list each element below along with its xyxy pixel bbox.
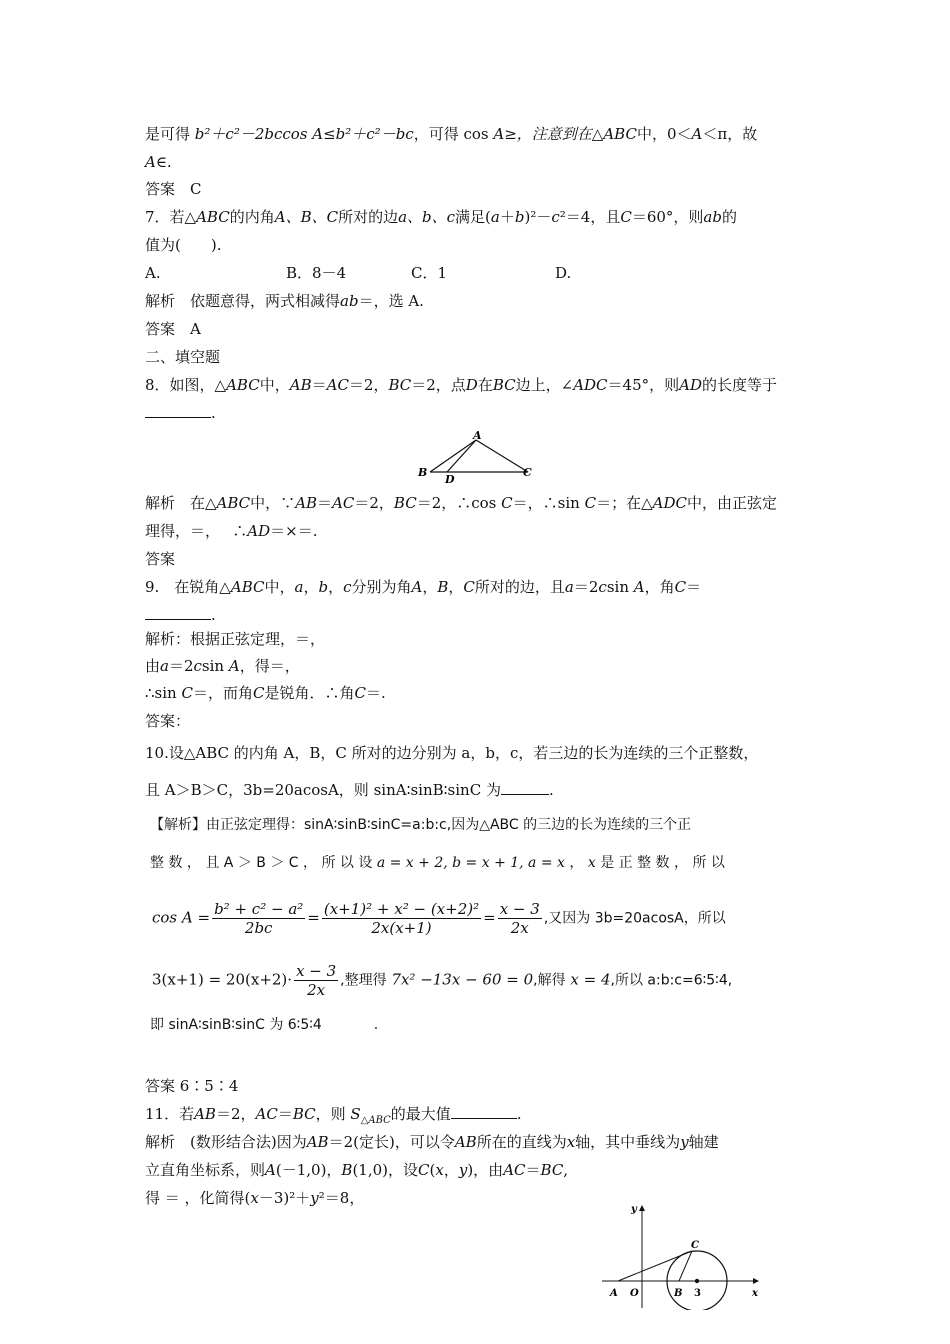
- text: ，: [569, 855, 584, 871]
- text: C: [354, 684, 366, 702]
- option-b: B．8－4: [286, 264, 347, 282]
- segment-ad: [447, 440, 476, 472]
- label-3: 3: [694, 1288, 701, 1299]
- text: ＝2，: [354, 494, 394, 512]
- answer-blank: [145, 403, 211, 418]
- formula: b²＋c²－2bccos A≤b²＋c²－bc: [194, 125, 414, 143]
- numerator: (x+1)² + x² − (x+2)²: [323, 900, 480, 918]
- text: 解析 依题意得，两式相减得: [145, 292, 341, 310]
- text: c: [551, 208, 560, 226]
- text: C: [584, 494, 597, 512]
- text: AB: [194, 1105, 216, 1123]
- label-o: O: [630, 1288, 639, 1299]
- text: BC: [388, 376, 412, 394]
- text: ＝2，: [215, 1105, 256, 1123]
- label-c: C: [523, 466, 532, 479]
- text: ＝: [277, 1105, 293, 1123]
- denominator: 2x: [498, 918, 542, 937]
- label-b: B: [418, 466, 428, 479]
- text: AB: [306, 1133, 329, 1151]
- text: C: [463, 578, 475, 596]
- answer: 答案：: [145, 712, 191, 730]
- text: c: [193, 657, 202, 675]
- text: ABC: [226, 376, 260, 394]
- text: ＝: [317, 494, 333, 512]
- text: ＝，选 A.: [358, 292, 424, 310]
- text: ＝45°，则: [607, 376, 680, 394]
- text: ，: [422, 578, 438, 596]
- text: AC: [332, 494, 355, 512]
- solution-10: 【解析】由正弦定理得：sinA∶sinB∶sinC=a:b:c,因为△ABC 的三边的长为连续的三个正: [150, 817, 692, 833]
- subscript: △ABC: [360, 1115, 391, 1126]
- text-line: [145, 683, 386, 703]
- text: 解析 在△: [145, 494, 217, 512]
- text: BC: [540, 1161, 564, 1179]
- text-line: [145, 521, 317, 541]
- text: A≥，注意到在△: [493, 125, 604, 143]
- text: x: [435, 1161, 444, 1179]
- text: )²－: [524, 208, 552, 226]
- text: 且 A＞B＞C，3b=20acosA，则 sinA∶sinB∶sinC 为: [145, 781, 501, 799]
- text: ABC: [196, 208, 230, 226]
- text: ，得＝，: [239, 657, 300, 675]
- question-10: 10.设△ABC 的内角 A，B，C 所对的边分别为 a，b，c，若三边的长为连续的三个正整数，: [145, 744, 759, 762]
- fraction: [322, 900, 481, 937]
- text: ＝2: [573, 578, 599, 596]
- text: ＝2(定长)，可以令: [328, 1133, 455, 1151]
- text: y: [680, 1133, 689, 1151]
- text: sin: [201, 657, 225, 675]
- question-11: [145, 1104, 522, 1124]
- label-a: A: [473, 429, 482, 442]
- text: ＝.: [365, 684, 386, 702]
- text-line: A∈.: [145, 153, 172, 171]
- denominator: 2bc: [212, 918, 305, 937]
- text: .: [373, 1017, 379, 1033]
- text: AC: [503, 1161, 526, 1179]
- text: (1,0)，设: [352, 1161, 419, 1179]
- text: ∴sin: [145, 684, 177, 702]
- text: cos A =: [152, 908, 211, 927]
- answer: 答案 C: [145, 180, 202, 198]
- text: 边上，∠: [515, 376, 574, 394]
- numerator: b² + c² − a²: [214, 900, 304, 918]
- formula-line: [152, 900, 726, 937]
- text: 中，∵: [250, 494, 296, 512]
- text: 8．如图，△: [145, 376, 227, 394]
- text: ＝: [311, 376, 327, 394]
- text: ,所以 a:b:c=6∶5∶4,: [610, 972, 733, 989]
- text: c: [598, 578, 607, 596]
- formula: a = x + 2, b = x + 1, a = x: [376, 855, 565, 871]
- text: x: [566, 1133, 576, 1151]
- text: ＝60°，则: [631, 208, 704, 226]
- text: AC: [255, 1105, 278, 1123]
- text: 满足(: [455, 208, 491, 226]
- text: 是可得: [145, 125, 191, 143]
- text-line: [150, 853, 725, 873]
- text: AB: [454, 1133, 477, 1151]
- text: ＝: [686, 578, 702, 596]
- label-a: A: [610, 1288, 618, 1299]
- text: S: [350, 1105, 361, 1123]
- text: BC: [292, 1105, 316, 1123]
- answer-blank: [145, 605, 211, 620]
- text: .: [211, 606, 216, 624]
- text: a: [564, 578, 574, 596]
- text: ab: [703, 208, 722, 226]
- text: a: [294, 578, 304, 596]
- text: ²＝4，且: [559, 208, 621, 226]
- text: 11．若: [145, 1105, 195, 1123]
- text: ADC: [573, 376, 608, 394]
- formula-line: [152, 962, 732, 999]
- text: ，: [328, 578, 344, 596]
- options-7: [145, 263, 745, 283]
- question-9: [145, 577, 701, 597]
- text: A: [633, 578, 645, 596]
- text: ，: [303, 578, 319, 596]
- text: 的: [721, 208, 737, 226]
- text: AC: [326, 376, 349, 394]
- text: sin: [606, 578, 629, 596]
- text: 所对的边: [338, 208, 399, 226]
- solution-7: [145, 291, 424, 311]
- solution-8: [145, 493, 777, 513]
- text: 由: [145, 657, 161, 675]
- text: y: [458, 1161, 468, 1179]
- text: x: [250, 1189, 259, 1207]
- text: ，: [448, 578, 464, 596]
- text: )，由: [467, 1161, 504, 1179]
- text: 理得，＝， ∴: [145, 522, 248, 540]
- text: A、B、C: [274, 208, 339, 226]
- text: C: [620, 208, 632, 226]
- text: 轴建: [688, 1133, 719, 1151]
- text: B: [437, 578, 449, 596]
- text: C: [501, 494, 513, 512]
- text: ＝2，点: [411, 376, 466, 394]
- side-ab: [430, 440, 476, 472]
- answer-blank: [451, 1104, 517, 1119]
- text: ²＝8，: [318, 1189, 365, 1207]
- text: 中，0＜: [636, 125, 692, 143]
- formula: x = 4: [570, 970, 611, 989]
- text: 在: [477, 376, 493, 394]
- label-y: y: [631, 1204, 637, 1215]
- text: A: [411, 578, 423, 596]
- text: 所对的边，且: [474, 578, 565, 596]
- text: 中，由正弦定: [686, 494, 777, 512]
- text: ,整理得: [340, 972, 387, 989]
- text: ＝2，: [348, 376, 389, 394]
- center-point: [695, 1279, 699, 1283]
- text: 分别为角: [351, 578, 412, 596]
- text: C: [418, 1161, 430, 1179]
- fraction: [212, 900, 305, 937]
- text: AB: [289, 376, 312, 394]
- text: 轴，其中垂线为: [575, 1133, 681, 1151]
- text: (－1,0)，: [275, 1161, 342, 1179]
- text-line: [145, 124, 757, 144]
- text-line: [145, 780, 554, 800]
- answer: 答案 A: [145, 320, 201, 338]
- text: 即 sinA∶sinB∶sinC 为 6∶5∶4: [150, 1017, 322, 1033]
- text: c: [343, 578, 352, 596]
- text: 解析 (数形结合法)因为: [145, 1133, 307, 1151]
- text: ＝；在△: [596, 494, 653, 512]
- text: BC: [393, 494, 417, 512]
- text: a、b、c: [398, 208, 456, 226]
- text: 的最大值: [390, 1105, 451, 1123]
- text: ADC: [652, 494, 687, 512]
- text: x: [587, 855, 596, 871]
- text-line: [145, 1188, 364, 1208]
- side-ac: [476, 440, 528, 472]
- text: A: [228, 657, 240, 675]
- answer: 答案 6∶5∶4: [145, 1077, 239, 1095]
- text: y: [310, 1189, 319, 1207]
- question-8: [145, 375, 777, 395]
- text: b: [318, 578, 329, 596]
- text: ＝2，∴cos: [416, 494, 497, 512]
- text: AD: [679, 376, 702, 394]
- option-c: C．1: [411, 264, 448, 282]
- text: A: [265, 1161, 276, 1179]
- text: .: [548, 781, 554, 799]
- text-line: [145, 605, 216, 625]
- text: ,解得: [533, 972, 566, 989]
- text: =: [483, 908, 496, 927]
- denominator: 2x(x+1): [322, 918, 481, 937]
- text-line: 值为( ).: [145, 236, 222, 254]
- text: a: [490, 208, 500, 226]
- text: C: [252, 684, 265, 702]
- text: 3(x+1) = 20(x+2)·: [152, 970, 293, 989]
- option-d: D.: [555, 264, 572, 282]
- solution-9: 解析：根据正弦定理，＝，: [145, 630, 326, 648]
- text-line: [145, 1160, 568, 1180]
- text: ,又因为 3b=20acosA，所以: [543, 910, 726, 927]
- circle-figure: [598, 1200, 768, 1310]
- text: 是锐角．∴角: [264, 684, 355, 702]
- label-x: x: [752, 1288, 758, 1299]
- denominator: 2x: [294, 980, 338, 999]
- text: ABC: [603, 125, 637, 143]
- text: C: [674, 578, 687, 596]
- text: 所在的直线为: [476, 1133, 567, 1151]
- numerator: x − 3: [296, 962, 337, 980]
- text: 立直角坐标系，则: [145, 1161, 266, 1179]
- text: ，角: [644, 578, 675, 596]
- answer-blank: [501, 780, 549, 795]
- formula: 7x² −13x − 60 = 0: [391, 970, 534, 989]
- text: D: [465, 376, 478, 394]
- label-c: C: [691, 1240, 699, 1251]
- text: ,: [563, 1161, 569, 1179]
- text: 中，: [264, 578, 295, 596]
- text: 7．若△: [145, 208, 197, 226]
- text: ＜π，故: [702, 125, 758, 143]
- text: ABC: [216, 494, 251, 512]
- text: =: [307, 908, 320, 927]
- answer: 答案: [145, 550, 176, 568]
- fraction: [294, 962, 338, 999]
- label-b: B: [674, 1288, 683, 1299]
- label-d: D: [445, 473, 455, 486]
- text: 是 正 整 数 ， 所 以: [600, 855, 725, 871]
- text: AD: [247, 522, 271, 540]
- text: 得 ＝ ，化简得(: [145, 1189, 251, 1207]
- text: 整 数 ， 且 A ＞ B ＞ C ， 所 以 设: [150, 855, 373, 871]
- text: ＝，∴sin: [512, 494, 580, 512]
- text: ＝: [525, 1161, 541, 1179]
- text: .: [211, 404, 216, 422]
- text: ＝，而角: [192, 684, 253, 702]
- text: b: [514, 208, 525, 226]
- text: B: [341, 1161, 353, 1179]
- text: .: [516, 1105, 522, 1123]
- triangle-figure: [410, 428, 540, 486]
- text: a: [160, 657, 169, 675]
- text: 中，: [259, 376, 290, 394]
- fraction: [498, 900, 542, 937]
- solution-11: [145, 1132, 719, 1152]
- text-line: [145, 656, 300, 676]
- text: ＝×＝.: [270, 522, 318, 540]
- text: (: [429, 1161, 436, 1179]
- text: BC: [492, 376, 516, 394]
- text: 的长度等于: [702, 376, 778, 394]
- text: C: [181, 684, 193, 702]
- text: ＋: [499, 208, 515, 226]
- text: ab: [340, 292, 359, 310]
- text: AB: [295, 494, 318, 512]
- text-line: [150, 1015, 378, 1035]
- text: ，: [443, 1161, 459, 1179]
- text: ，则: [315, 1105, 346, 1123]
- text: A: [691, 125, 703, 143]
- text: ABC: [230, 578, 265, 596]
- question-7: [145, 207, 737, 227]
- text: －3)²＋: [258, 1189, 311, 1207]
- text-line: [145, 403, 216, 423]
- option-a: A.: [145, 264, 161, 282]
- text: 的内角: [229, 208, 275, 226]
- section-heading: 二、填空题: [145, 348, 221, 366]
- numerator: x − 3: [499, 900, 540, 918]
- text: ，可得 cos: [413, 125, 489, 143]
- text: ＝2: [168, 657, 194, 675]
- text: 9. 在锐角△: [145, 578, 231, 596]
